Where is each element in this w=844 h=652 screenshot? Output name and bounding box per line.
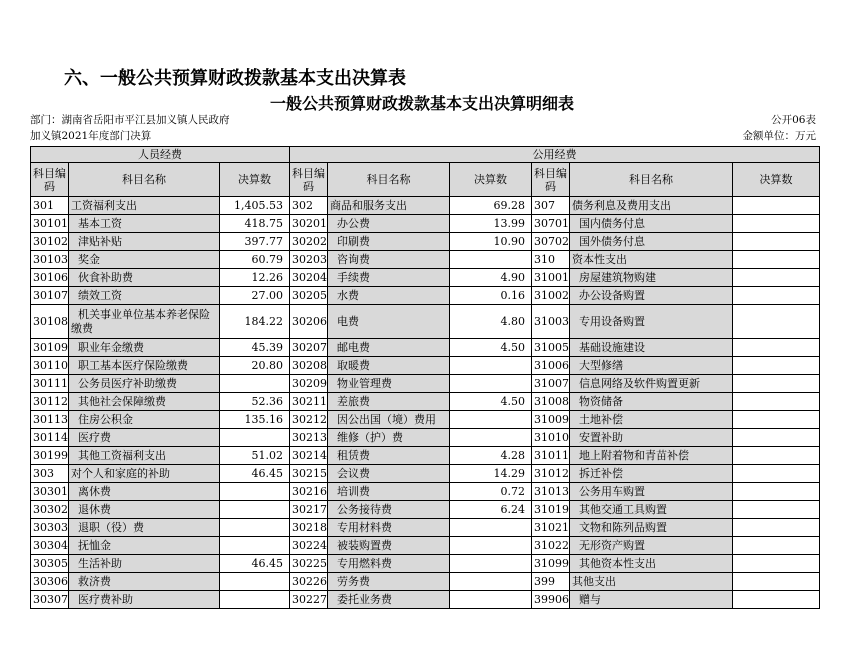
cell-code: 30217 (290, 501, 328, 519)
cell-code: 30109 (31, 339, 69, 357)
cell-amount (450, 591, 532, 609)
table-row (31, 393, 820, 411)
cell-code: 31001 (532, 269, 570, 287)
cell-amount: 184.22 (220, 305, 290, 339)
year-label: 加义镇2021年度部门决算 (30, 130, 152, 142)
table-row (31, 251, 820, 269)
cell-code: 30304 (31, 537, 69, 555)
cell-amount: 6.24 (450, 501, 532, 519)
cell-name: 赠与 (570, 591, 733, 609)
cell-code: 30209 (290, 375, 328, 393)
cell-amount (220, 501, 290, 519)
cell-name: 土地补偿 (570, 411, 733, 429)
cell-code: 30306 (31, 573, 69, 591)
cell-code: 30106 (31, 269, 69, 287)
cell-code: 30202 (290, 233, 328, 251)
cell-code: 302 (290, 197, 328, 215)
cell-amount (733, 411, 820, 429)
cell-amount: 45.39 (220, 339, 290, 357)
cell-code: 30207 (290, 339, 328, 357)
cell-code: 31099 (532, 555, 570, 573)
cell-name: 公务接待费 (328, 501, 450, 519)
cell-name: 基础设施建设 (570, 339, 733, 357)
cell-amount (220, 375, 290, 393)
cell-code: 30301 (31, 483, 69, 501)
cell-amount (733, 215, 820, 233)
cell-code: 30112 (31, 393, 69, 411)
cell-amount (450, 375, 532, 393)
cell-code: 31008 (532, 393, 570, 411)
cell-code: 31021 (532, 519, 570, 537)
table-row (31, 591, 820, 609)
cell-name: 对个人和家庭的补助 (69, 465, 220, 483)
unit-label: 金额单位：万元 (742, 130, 816, 142)
cell-name: 因公出国（境）费用 (328, 411, 450, 429)
cell-code: 30224 (290, 537, 328, 555)
cell-name: 无形资产购置 (570, 537, 733, 555)
table-row (31, 197, 820, 215)
cell-code: 303 (31, 465, 69, 483)
cell-name: 物资储备 (570, 393, 733, 411)
cell-code: 31019 (532, 501, 570, 519)
cell-code: 30305 (31, 555, 69, 573)
cell-name: 商品和服务支出 (328, 197, 450, 215)
cell-code: 30302 (31, 501, 69, 519)
cell-name: 咨询费 (328, 251, 450, 269)
section-heading: 六、一般公共预算财政拨款基本支出决算表 (64, 68, 406, 89)
cell-code: 31010 (532, 429, 570, 447)
cell-amount (733, 447, 820, 465)
cell-amount (733, 197, 820, 215)
cell-code: 30213 (290, 429, 328, 447)
cell-code: 30303 (31, 519, 69, 537)
doc-number: 公开06表 (771, 114, 816, 126)
cell-code: 30203 (290, 251, 328, 269)
cell-code: 30110 (31, 357, 69, 375)
cell-name: 印刷费 (328, 233, 450, 251)
cell-code: 307 (532, 197, 570, 215)
cell-name: 绩效工资 (69, 287, 220, 305)
cell-name: 医疗费补助 (69, 591, 220, 609)
cell-code: 30214 (290, 447, 328, 465)
cell-code: 30307 (31, 591, 69, 609)
cell-code: 399 (532, 573, 570, 591)
cell-code: 30218 (290, 519, 328, 537)
cell-code: 30211 (290, 393, 328, 411)
cell-code: 30701 (532, 215, 570, 233)
cell-amount (733, 591, 820, 609)
cell-amount: 12.26 (220, 269, 290, 287)
cell-name: 信息网络及软件购置更新 (570, 375, 733, 393)
cell-amount (733, 429, 820, 447)
cell-amount: 4.28 (450, 447, 532, 465)
cell-name: 退休费 (69, 501, 220, 519)
cell-name: 生活补助 (69, 555, 220, 573)
cell-amount (733, 287, 820, 305)
col-amount: 决算数 (220, 163, 290, 197)
cell-code: 30227 (290, 591, 328, 609)
cell-code: 31012 (532, 465, 570, 483)
cell-amount: 13.99 (450, 215, 532, 233)
cell-amount (450, 429, 532, 447)
table-row (31, 519, 820, 537)
cell-name: 电费 (328, 305, 450, 339)
cell-amount (733, 233, 820, 251)
cell-amount: 27.00 (220, 287, 290, 305)
cell-amount: 46.45 (220, 465, 290, 483)
cell-amount (733, 501, 820, 519)
col-name: 科目名称 (570, 163, 733, 197)
table-row (31, 305, 820, 339)
expenditure-table (30, 146, 820, 609)
cell-amount (733, 519, 820, 537)
column-header-row (31, 163, 820, 197)
table-row (31, 339, 820, 357)
cell-name: 住房公积金 (69, 411, 220, 429)
cell-code: 30208 (290, 357, 328, 375)
cell-code: 30103 (31, 251, 69, 269)
cell-name: 其他工资福利支出 (69, 447, 220, 465)
cell-name: 国内债务付息 (570, 215, 733, 233)
cell-amount: 10.90 (450, 233, 532, 251)
cell-amount (450, 411, 532, 429)
table-row (31, 501, 820, 519)
cell-name: 文物和陈列品购置 (570, 519, 733, 537)
cell-name: 机关事业单位基本养老保险缴费 (69, 305, 220, 339)
cell-amount (220, 537, 290, 555)
col-amount: 决算数 (733, 163, 820, 197)
cell-code: 31009 (532, 411, 570, 429)
cell-name: 公务员医疗补助缴费 (69, 375, 220, 393)
cell-amount: 4.80 (450, 305, 532, 339)
cell-amount: 60.79 (220, 251, 290, 269)
cell-name: 拆迁补偿 (570, 465, 733, 483)
cell-name: 取暖费 (328, 357, 450, 375)
cell-amount (733, 375, 820, 393)
cell-name: 办公设备购置 (570, 287, 733, 305)
cell-amount (450, 573, 532, 591)
cell-amount (733, 339, 820, 357)
cell-amount (733, 465, 820, 483)
table-row (31, 447, 820, 465)
cell-amount: 0.16 (450, 287, 532, 305)
cell-amount: 46.45 (220, 555, 290, 573)
cell-code: 31013 (532, 483, 570, 501)
cell-code: 30114 (31, 429, 69, 447)
cell-code: 30216 (290, 483, 328, 501)
cell-name: 公务用车购置 (570, 483, 733, 501)
table-row (31, 465, 820, 483)
cell-amount (733, 251, 820, 269)
department-label: 部门：湖南省岳阳市平江县加义镇人民政府 (30, 114, 230, 126)
cell-name: 差旅费 (328, 393, 450, 411)
cell-code: 30101 (31, 215, 69, 233)
cell-amount (733, 393, 820, 411)
cell-name: 其他社会保障缴费 (69, 393, 220, 411)
cell-code: 31005 (532, 339, 570, 357)
cell-amount: 69.28 (450, 197, 532, 215)
cell-name: 专用设备购置 (570, 305, 733, 339)
cell-name: 大型修缮 (570, 357, 733, 375)
col-name: 科目名称 (69, 163, 220, 197)
cell-amount: 4.50 (450, 393, 532, 411)
cell-name: 劳务费 (328, 573, 450, 591)
cell-name: 医疗费 (69, 429, 220, 447)
cell-code: 30102 (31, 233, 69, 251)
cell-amount (220, 591, 290, 609)
cell-amount (220, 429, 290, 447)
cell-code: 30108 (31, 305, 69, 339)
cell-code: 30204 (290, 269, 328, 287)
cell-amount (450, 537, 532, 555)
cell-code: 31022 (532, 537, 570, 555)
cell-amount (220, 483, 290, 501)
cell-amount (733, 357, 820, 375)
cell-name: 离休费 (69, 483, 220, 501)
cell-code: 30225 (290, 555, 328, 573)
cell-name: 职业年金缴费 (69, 339, 220, 357)
table-row (31, 537, 820, 555)
cell-code: 30113 (31, 411, 69, 429)
table-row (31, 483, 820, 501)
cell-name: 其他资本性支出 (570, 555, 733, 573)
cell-name: 其他支出 (570, 573, 733, 591)
cell-name: 手续费 (328, 269, 450, 287)
table-row (31, 215, 820, 233)
table-title: 一般公共预算财政拨款基本支出决算明细表 (269, 94, 574, 113)
group-public: 公用经费 (290, 147, 820, 163)
cell-amount: 397.77 (220, 233, 290, 251)
cell-amount (450, 519, 532, 537)
cell-name: 国外债务付息 (570, 233, 733, 251)
cell-code: 310 (532, 251, 570, 269)
cell-name: 委托业务费 (328, 591, 450, 609)
cell-name: 资本性支出 (570, 251, 733, 269)
cell-amount: 1,405.53 (220, 197, 290, 215)
cell-code: 30201 (290, 215, 328, 233)
col-code: 科目编码 (290, 163, 328, 197)
cell-name: 被装购置费 (328, 537, 450, 555)
cell-name: 会议费 (328, 465, 450, 483)
cell-code: 30205 (290, 287, 328, 305)
cell-amount (733, 269, 820, 287)
cell-name: 水费 (328, 287, 450, 305)
cell-name: 房屋建筑物购建 (570, 269, 733, 287)
col-amount: 决算数 (450, 163, 532, 197)
cell-amount: 52.36 (220, 393, 290, 411)
table-row (31, 555, 820, 573)
cell-amount (220, 573, 290, 591)
cell-code: 30206 (290, 305, 328, 339)
cell-amount: 135.16 (220, 411, 290, 429)
table-row (31, 573, 820, 591)
table-row (31, 357, 820, 375)
cell-code: 30212 (290, 411, 328, 429)
cell-code: 301 (31, 197, 69, 215)
col-code: 科目编码 (31, 163, 69, 197)
cell-code: 31007 (532, 375, 570, 393)
table-row (31, 411, 820, 429)
cell-code: 39906 (532, 591, 570, 609)
table-row (31, 269, 820, 287)
cell-name: 工资福利支出 (69, 197, 220, 215)
cell-code: 31003 (532, 305, 570, 339)
cell-code: 30702 (532, 233, 570, 251)
table-row (31, 429, 820, 447)
cell-name: 退职（役）费 (69, 519, 220, 537)
cell-code: 30107 (31, 287, 69, 305)
cell-name: 维修（护）费 (328, 429, 450, 447)
cell-code: 31006 (532, 357, 570, 375)
cell-code: 30215 (290, 465, 328, 483)
cell-name: 地上附着物和青苗补偿 (570, 447, 733, 465)
cell-amount (450, 251, 532, 269)
cell-amount (733, 305, 820, 339)
table-row (31, 375, 820, 393)
cell-name: 基本工资 (69, 215, 220, 233)
cell-name: 培训费 (328, 483, 450, 501)
table-row (31, 287, 820, 305)
cell-name: 津贴补贴 (69, 233, 220, 251)
cell-amount (733, 537, 820, 555)
cell-name: 邮电费 (328, 339, 450, 357)
col-code: 科目编码 (532, 163, 570, 197)
cell-amount: 51.02 (220, 447, 290, 465)
cell-name: 专用材料费 (328, 519, 450, 537)
cell-name: 抚恤金 (69, 537, 220, 555)
cell-amount (733, 555, 820, 573)
group-header-row (31, 147, 820, 163)
cell-amount: 14.29 (450, 465, 532, 483)
cell-name: 专用燃料费 (328, 555, 450, 573)
cell-name: 物业管理费 (328, 375, 450, 393)
cell-code: 31011 (532, 447, 570, 465)
cell-amount: 4.50 (450, 339, 532, 357)
cell-amount: 0.72 (450, 483, 532, 501)
cell-amount: 20.80 (220, 357, 290, 375)
cell-name: 职工基本医疗保险缴费 (69, 357, 220, 375)
cell-amount: 418.75 (220, 215, 290, 233)
cell-amount (220, 519, 290, 537)
cell-name: 奖金 (69, 251, 220, 269)
group-personnel: 人员经费 (31, 147, 290, 163)
cell-amount (733, 483, 820, 501)
cell-name: 租赁费 (328, 447, 450, 465)
col-name: 科目名称 (328, 163, 450, 197)
cell-amount: 4.90 (450, 269, 532, 287)
cell-code: 30226 (290, 573, 328, 591)
cell-name: 伙食补助费 (69, 269, 220, 287)
cell-name: 安置补助 (570, 429, 733, 447)
cell-amount (450, 555, 532, 573)
cell-code: 30199 (31, 447, 69, 465)
cell-code: 30111 (31, 375, 69, 393)
cell-amount (733, 573, 820, 591)
cell-code: 31002 (532, 287, 570, 305)
cell-name: 债务利息及费用支出 (570, 197, 733, 215)
cell-name: 办公费 (328, 215, 450, 233)
cell-name: 其他交通工具购置 (570, 501, 733, 519)
cell-amount (450, 357, 532, 375)
cell-name: 救济费 (69, 573, 220, 591)
table-row (31, 233, 820, 251)
